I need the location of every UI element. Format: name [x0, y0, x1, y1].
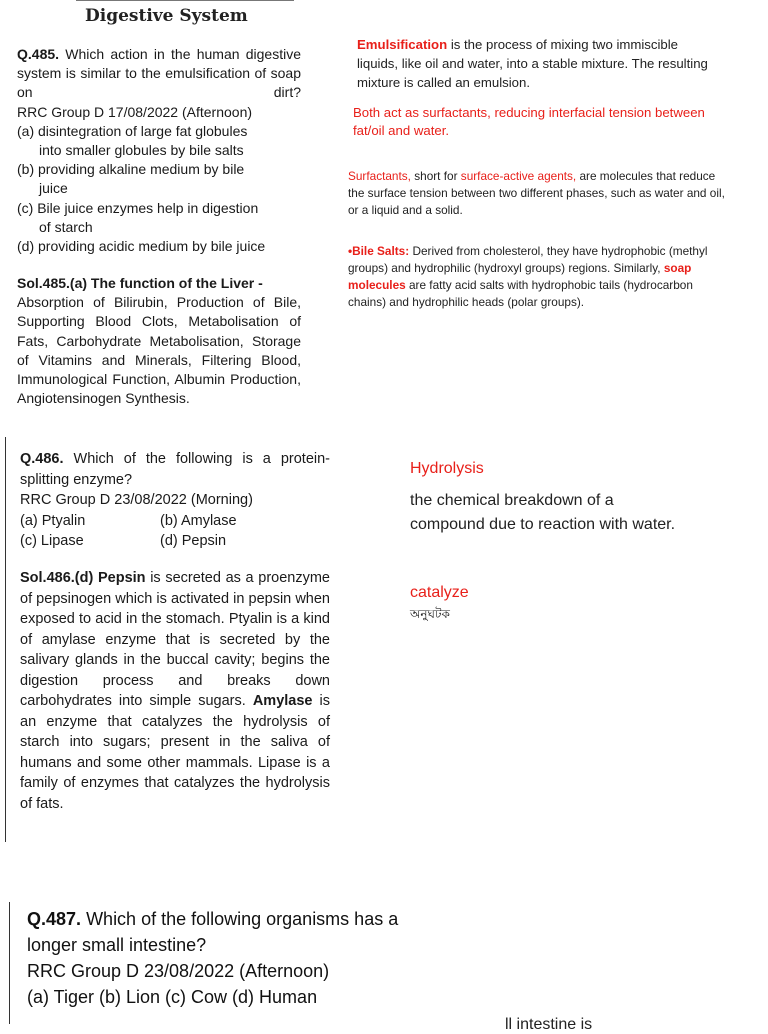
- note-surfactants-term2: surface-active agents,: [460, 169, 577, 183]
- q485-question: [17, 45, 301, 103]
- q486-options-row-2: [20, 531, 330, 552]
- q487-number: Q.487.: [27, 909, 82, 929]
- q486-option-b: (b) Amylase: [160, 512, 237, 529]
- solution-486: [20, 568, 330, 814]
- note-catalyze-term: catalyze: [410, 584, 469, 601]
- q485-option-c-cont: of starch: [39, 218, 93, 235]
- q485-option-c: (c) Bile juice enzymes help in digestion: [17, 199, 259, 216]
- note-hydrolysis-definition: the chemical breakdown of a compound due to reaction with water.: [410, 492, 676, 533]
- q487-options: (a) Tiger (b) Lion (c) Cow (d) Human: [27, 987, 318, 1007]
- note-surfactants-term: Surfactants,: [348, 169, 411, 183]
- note-bile-salts: [348, 243, 733, 311]
- column-rule: [9, 902, 10, 1024]
- q485-number: Q.485.: [17, 46, 60, 62]
- note-bile-salts-text-2: are fatty acid salts with hydrophobic tails (hydrocarbon chains) and hydrophilic heads (polar groups).: [348, 278, 693, 309]
- q485-option-a-cont: into smaller globules by bile salts: [39, 142, 244, 159]
- note-surfactants-mid: short for: [414, 169, 458, 183]
- q485-option-d: (d) providing acidic medium by bile juice: [17, 238, 266, 255]
- solution-485: [17, 274, 301, 408]
- sol485-text: Absorption of Bilirubin, Production of Bile, Supporting Blood Clots, Metabolisation of Fats, Carbohydrate Metabolisation, Storage of Vitamins and Minerals, Filtering Blood, Immunological Function, Albumin Production, Angiotensinogen Synthesis.: [17, 294, 301, 407]
- sol486-term-2: Amylase: [252, 693, 313, 709]
- note-emulsification: [357, 35, 722, 92]
- title-rule: [76, 0, 294, 1]
- note-surfactants: [348, 168, 728, 219]
- page-title: Digestive System: [85, 6, 248, 26]
- q485-exam: RRC Group D 17/08/2022 (Afternoon): [17, 103, 253, 120]
- q486-number: Q.486.: [20, 451, 64, 467]
- q486-options-row-1: [20, 511, 330, 532]
- q486-exam: RRC Group D 23/08/2022 (Morning): [20, 492, 253, 508]
- sol486-term: Pepsin: [97, 570, 146, 586]
- note-hydrolysis-term: Hydrolysis: [410, 460, 484, 477]
- q486-option-d: (d) Pepsin: [160, 533, 227, 549]
- q487-question: [27, 906, 427, 958]
- q485-question-text: Which action in the human digestive system is similar to the emulsification of soap on dirt?: [17, 46, 302, 101]
- note-catalyze-translation: অনুঘটক: [410, 607, 450, 621]
- q486-question-text: Which of the following is a protein-splitting enzyme?: [20, 451, 331, 488]
- q486-option-a: (a) Ptyalin: [20, 512, 86, 529]
- column-rule: [5, 437, 6, 842]
- sol486-text: [20, 568, 330, 814]
- note-both-act: Both act as surfactants, reducing interfacial tension between fat/oil and water.: [353, 105, 705, 138]
- note-surfactants-text: are molecules that reduce the surface tension between two different phases, such as water and oil, or a liquid and a solid.: [348, 169, 725, 217]
- q486-question: [20, 449, 330, 490]
- question-487: [27, 906, 427, 1010]
- q486-option-c: (c) Lipase: [20, 533, 84, 549]
- q485-option-a: (a) disintegration of large fat globules: [17, 122, 248, 139]
- note-bile-salts-term: •Bile Salts:: [348, 244, 410, 258]
- q485-option-b: (b) providing alkaline medium by bile: [17, 161, 245, 178]
- sol486-text-1: is secreted as a proenzyme of pepsinogen which is activated in pepsin when exposed to acid in the stomach. Ptyalin is a kind of amylase enzyme that is secreted by the salivary glands in the buccal cavity; begins the digestion process and breaks down carbohydrates into simple sugars.: [20, 570, 330, 709]
- sol485-label: Sol.485.(a) The function of the Liver -: [17, 275, 263, 291]
- cut-off-text: ll intestine is: [505, 1016, 593, 1033]
- question-486: [20, 449, 330, 552]
- note-emulsification-term: Emulsification: [357, 37, 448, 52]
- q487-question-text: Which of the following organisms has a longer small intestine?: [27, 909, 399, 955]
- question-485: [17, 45, 301, 256]
- sol486-text-2: is an enzyme that catalyzes the hydrolysis of starch into sugars; present in the saliva of humans and some other mammals. Lipase is a family of enzymes that catalyzes the hydrolysis of fats.: [20, 693, 330, 812]
- note-emulsification-text: is the process of mixing two immiscible liquids, like oil and water, into a stable mixture. The resulting mixture is called an emulsion.: [357, 37, 708, 90]
- q487-exam: RRC Group D 23/08/2022 (Afternoon): [27, 961, 330, 981]
- note-soap-molecules-term: soap molecules: [348, 261, 692, 292]
- sol486-label: Sol.486.(d): [20, 570, 94, 586]
- q485-option-b-cont: juice: [39, 180, 68, 197]
- note-bile-salts-text-1: Derived from cholesterol, they have hydrophobic (methyl groups) and hydrophilic (hydroxyl groups) regions. Similarly,: [348, 244, 708, 275]
